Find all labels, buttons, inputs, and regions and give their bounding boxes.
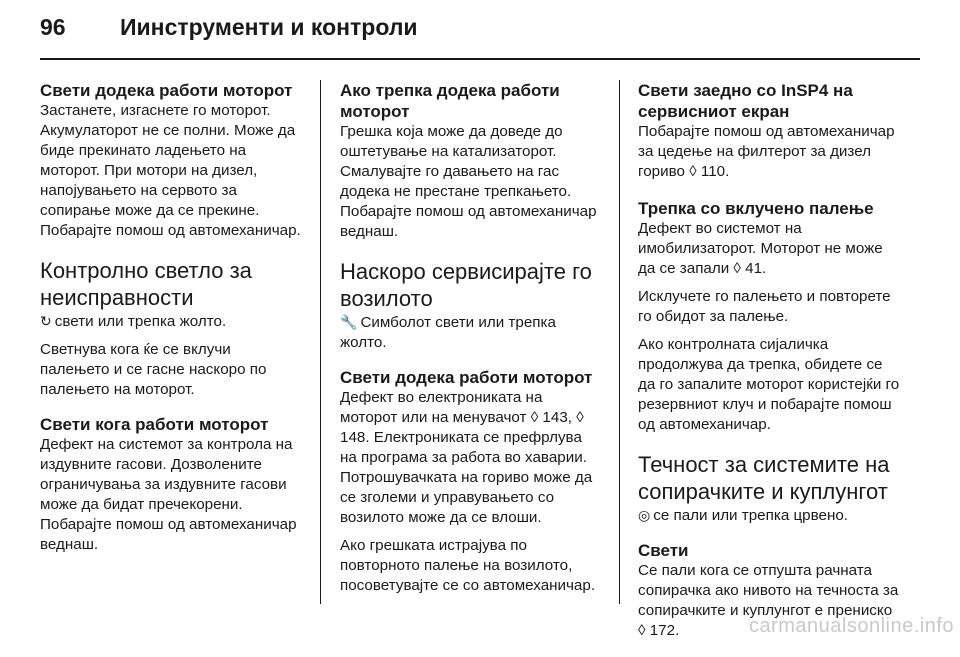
column-3 bbox=[638, 80, 900, 657]
section bbox=[340, 258, 602, 353]
section bbox=[340, 80, 602, 242]
paragraph: Исклучете го палењето и повторете го обидот за палење. bbox=[638, 288, 891, 325]
paragraph: Ако контролната сијаличка продолжува да трепка, обидете се да го запалите моторот користејќи го резервниот клуч и побарајте помош од автомеханичар. bbox=[638, 336, 900, 433]
section-heading: Свети заедно со InSP4 на сервисниот екран bbox=[638, 81, 853, 121]
paragraph: Побарајте помош од автомеханичар за цедење на филтерот за дизел гориво ◊ 110. bbox=[638, 123, 895, 180]
column-divider bbox=[619, 80, 620, 604]
paragraph: Дефект во системот на имобилизаторот. Моторот не може да се запали ◊ 41. bbox=[638, 220, 883, 277]
section-heading: Трепка со вклучено палење bbox=[638, 199, 874, 218]
section bbox=[638, 198, 900, 435]
brake-fluid-icon: ◎ bbox=[638, 507, 651, 523]
page-title: Иинструменти и контроли bbox=[120, 14, 418, 40]
section-heading: Наскоро сервисирајте го возилото bbox=[340, 259, 592, 311]
page-number: 96 bbox=[40, 14, 66, 40]
paragraph: ◎ се пали или трепка црвено. bbox=[638, 507, 849, 524]
paragraph: Грешка која може да доведе до оштетување на катализаторот. Смалувајте го давањето на гас додека не престане трепкањето. Побарајте помош од автомеханичар веднаш. bbox=[340, 123, 597, 240]
section bbox=[638, 451, 900, 526]
malfunction-lamp-icon: ↻ bbox=[40, 313, 52, 329]
paragraph: Ако грешката истрајува по повторното палење на возилото, посоветувајте се со автомеханичар. bbox=[340, 537, 596, 594]
paragraph: Дефект на системот за контрола на издувните гасови. Дозволените ограничувања за издувните гасови може да бидат пречекорени. Побарајте помош од автомеханичар веднаш. bbox=[40, 436, 297, 553]
wrench-icon: 🔧 bbox=[340, 314, 358, 330]
paragraph: ↻ свети или трепка жолто. bbox=[40, 313, 227, 330]
section bbox=[340, 367, 602, 596]
section bbox=[40, 414, 302, 555]
section bbox=[638, 80, 900, 182]
column-1 bbox=[40, 80, 302, 571]
section-heading: Свети додека работи моторот bbox=[40, 81, 293, 100]
section-heading: Свети bbox=[638, 541, 689, 560]
section bbox=[40, 80, 302, 241]
section-heading: Контролно светло за неисправности bbox=[40, 258, 252, 310]
section bbox=[40, 257, 302, 400]
paragraph: Дефект во електрониката на моторот или на менувачот ◊ 143, ◊ 148. Електрониката се префрлува на програма за работа во хаварии. Потрошувачката на гориво може да се зголеми и управувањето со возилото може да се влоши. bbox=[340, 389, 593, 526]
header-rule bbox=[40, 58, 920, 60]
column-divider bbox=[320, 80, 321, 604]
section-heading: Ако трепка додека работи моторот bbox=[340, 81, 560, 121]
column-2 bbox=[340, 80, 602, 612]
section-heading: Свети кога работи моторот bbox=[40, 415, 269, 434]
section-heading: Свети додека работи моторот bbox=[340, 368, 593, 387]
paragraph: 🔧 Симболот свети или трепка жолто. bbox=[340, 314, 556, 351]
paragraph: Светнува кога ќе се вклучи палењето и се гасне наскоро по палењето на моторот. bbox=[40, 341, 267, 398]
watermark: carmanualsonline.info bbox=[748, 615, 954, 637]
paragraph: Се пали кога се отпушта рачната сопирачка ако нивото на течноста за сопирачките и куплунгот е прениско ◊ 172. bbox=[638, 562, 899, 639]
page-header bbox=[40, 14, 418, 44]
section-heading: Течност за системите на сопирачките и куплунгот bbox=[638, 452, 890, 504]
paragraph: Застанете, изгаснете го моторот. Акумулаторот не се полни. Може да биде прекинато ладењето на моторот. При мотори на дизел, напојувањето на сервото за сопирање може да се прекине. Побарајте помош од автомеханичар. bbox=[40, 102, 301, 239]
